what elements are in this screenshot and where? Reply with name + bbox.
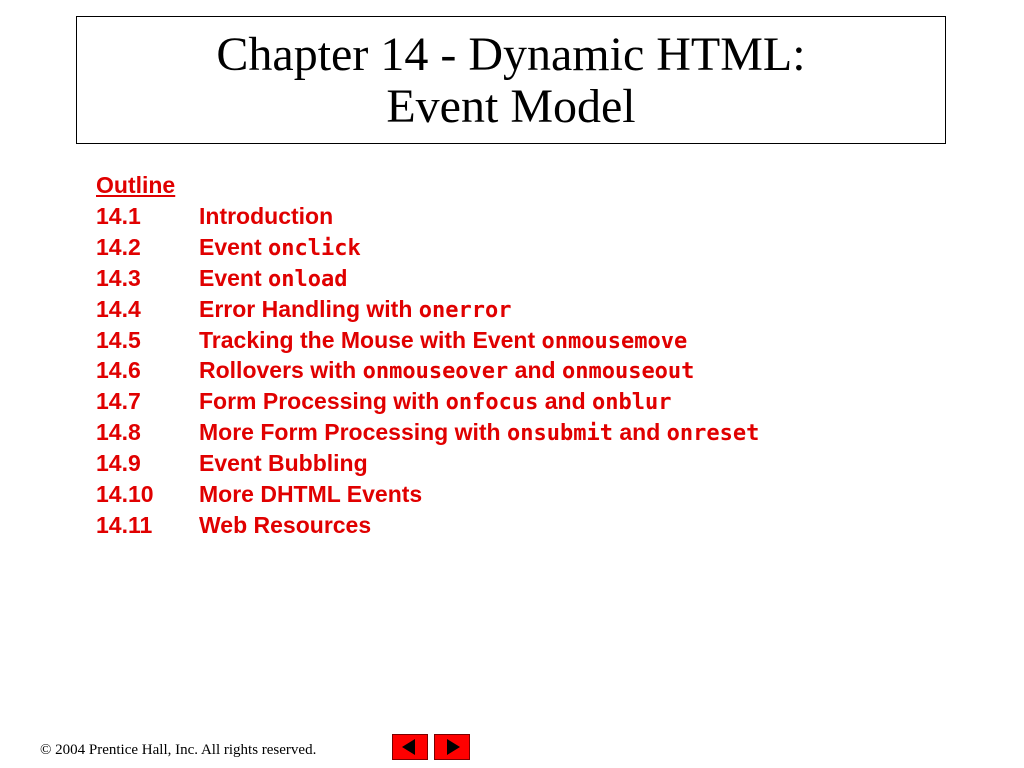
outline-item-number: 14.2	[96, 233, 141, 260]
outline-item-label: and	[612, 419, 667, 446]
outline-heading: Outline	[96, 172, 176, 198]
outline-list	[96, 170, 759, 541]
outline-item	[96, 386, 759, 417]
outline-item-text	[199, 510, 371, 541]
right-arrow-icon	[435, 735, 469, 759]
outline-item	[96, 417, 759, 448]
outline-item-number: 14.8	[96, 419, 141, 446]
outline-item-text	[199, 417, 759, 448]
outline-item-code: onreset	[666, 421, 760, 447]
outline-item	[96, 201, 759, 232]
slide-title-line-1: Chapter 14 - Dynamic HTML:	[216, 28, 806, 81]
outline-item-text	[199, 263, 348, 294]
outline-item-text	[199, 294, 512, 325]
outline-item-text	[199, 355, 694, 386]
outline-item-number: 14.10	[96, 481, 154, 508]
outline-item-code: onerror	[418, 297, 512, 323]
outline-item-number: 14.4	[96, 295, 141, 322]
outline-item-number: 14.11	[96, 511, 153, 538]
outline-item-code: onmousemove	[541, 328, 688, 354]
outline-item-text	[199, 325, 687, 356]
outline-item-label: More DHTML Events	[199, 481, 423, 508]
outline-item-label: Tracking the Mouse with Event	[199, 326, 542, 353]
outline-item-code: onmouseout	[561, 359, 695, 385]
outline-item-number: 14.1	[96, 203, 141, 229]
outline-item-label: Form Processing with	[199, 388, 446, 415]
outline-item-number: 14.9	[96, 450, 141, 477]
outline-item-text	[199, 448, 368, 479]
outline-item-label: Web Resources	[199, 511, 372, 538]
outline-item-code: onload	[268, 266, 348, 292]
previous-slide-button[interactable]	[392, 734, 428, 760]
slide-title-box	[76, 16, 946, 144]
outline-item-text	[199, 479, 422, 510]
outline-item-label: Event Bubbling	[199, 450, 368, 477]
outline-item	[96, 232, 759, 263]
outline-items	[96, 201, 759, 541]
outline-item-number: 14.7	[96, 388, 141, 415]
outline-item-number: 14.5	[96, 326, 141, 353]
outline-item-code: onmouseover	[362, 359, 509, 385]
copyright-footer: © 2004 Prentice Hall, Inc. All rights reserved.	[40, 742, 317, 758]
outline-item-code: onfocus	[445, 390, 539, 416]
outline-item-code: onblur	[592, 390, 672, 416]
outline-item	[96, 355, 759, 386]
outline-item	[96, 325, 759, 356]
outline-item	[96, 479, 759, 510]
outline-item-number: 14.6	[96, 357, 141, 384]
outline-item-label: and	[538, 388, 593, 415]
outline-item-label: Error Handling with	[199, 295, 419, 322]
outline-item-label: Event	[199, 233, 269, 260]
outline-item-label: Event	[199, 264, 269, 291]
outline-item	[96, 294, 759, 325]
outline-item-label: Rollovers with	[199, 357, 363, 384]
outline-item-text	[199, 232, 361, 263]
outline-item-code: onsubmit	[507, 421, 613, 447]
outline-item-number: 14.3	[96, 264, 141, 291]
outline-item-label: and	[508, 357, 562, 384]
outline-item-label: More Form Processing with	[199, 419, 507, 446]
outline-item-text	[199, 201, 333, 232]
next-slide-button[interactable]	[434, 734, 470, 760]
outline-item-code: onclick	[268, 235, 361, 261]
outline-item	[96, 510, 759, 541]
slide-title-line-2: Event Model	[386, 80, 636, 133]
outline-item-label: Introduction	[199, 203, 334, 229]
outline-item	[96, 448, 759, 479]
outline-item	[96, 263, 759, 294]
outline-item-text	[199, 386, 672, 417]
left-arrow-icon	[393, 735, 427, 759]
